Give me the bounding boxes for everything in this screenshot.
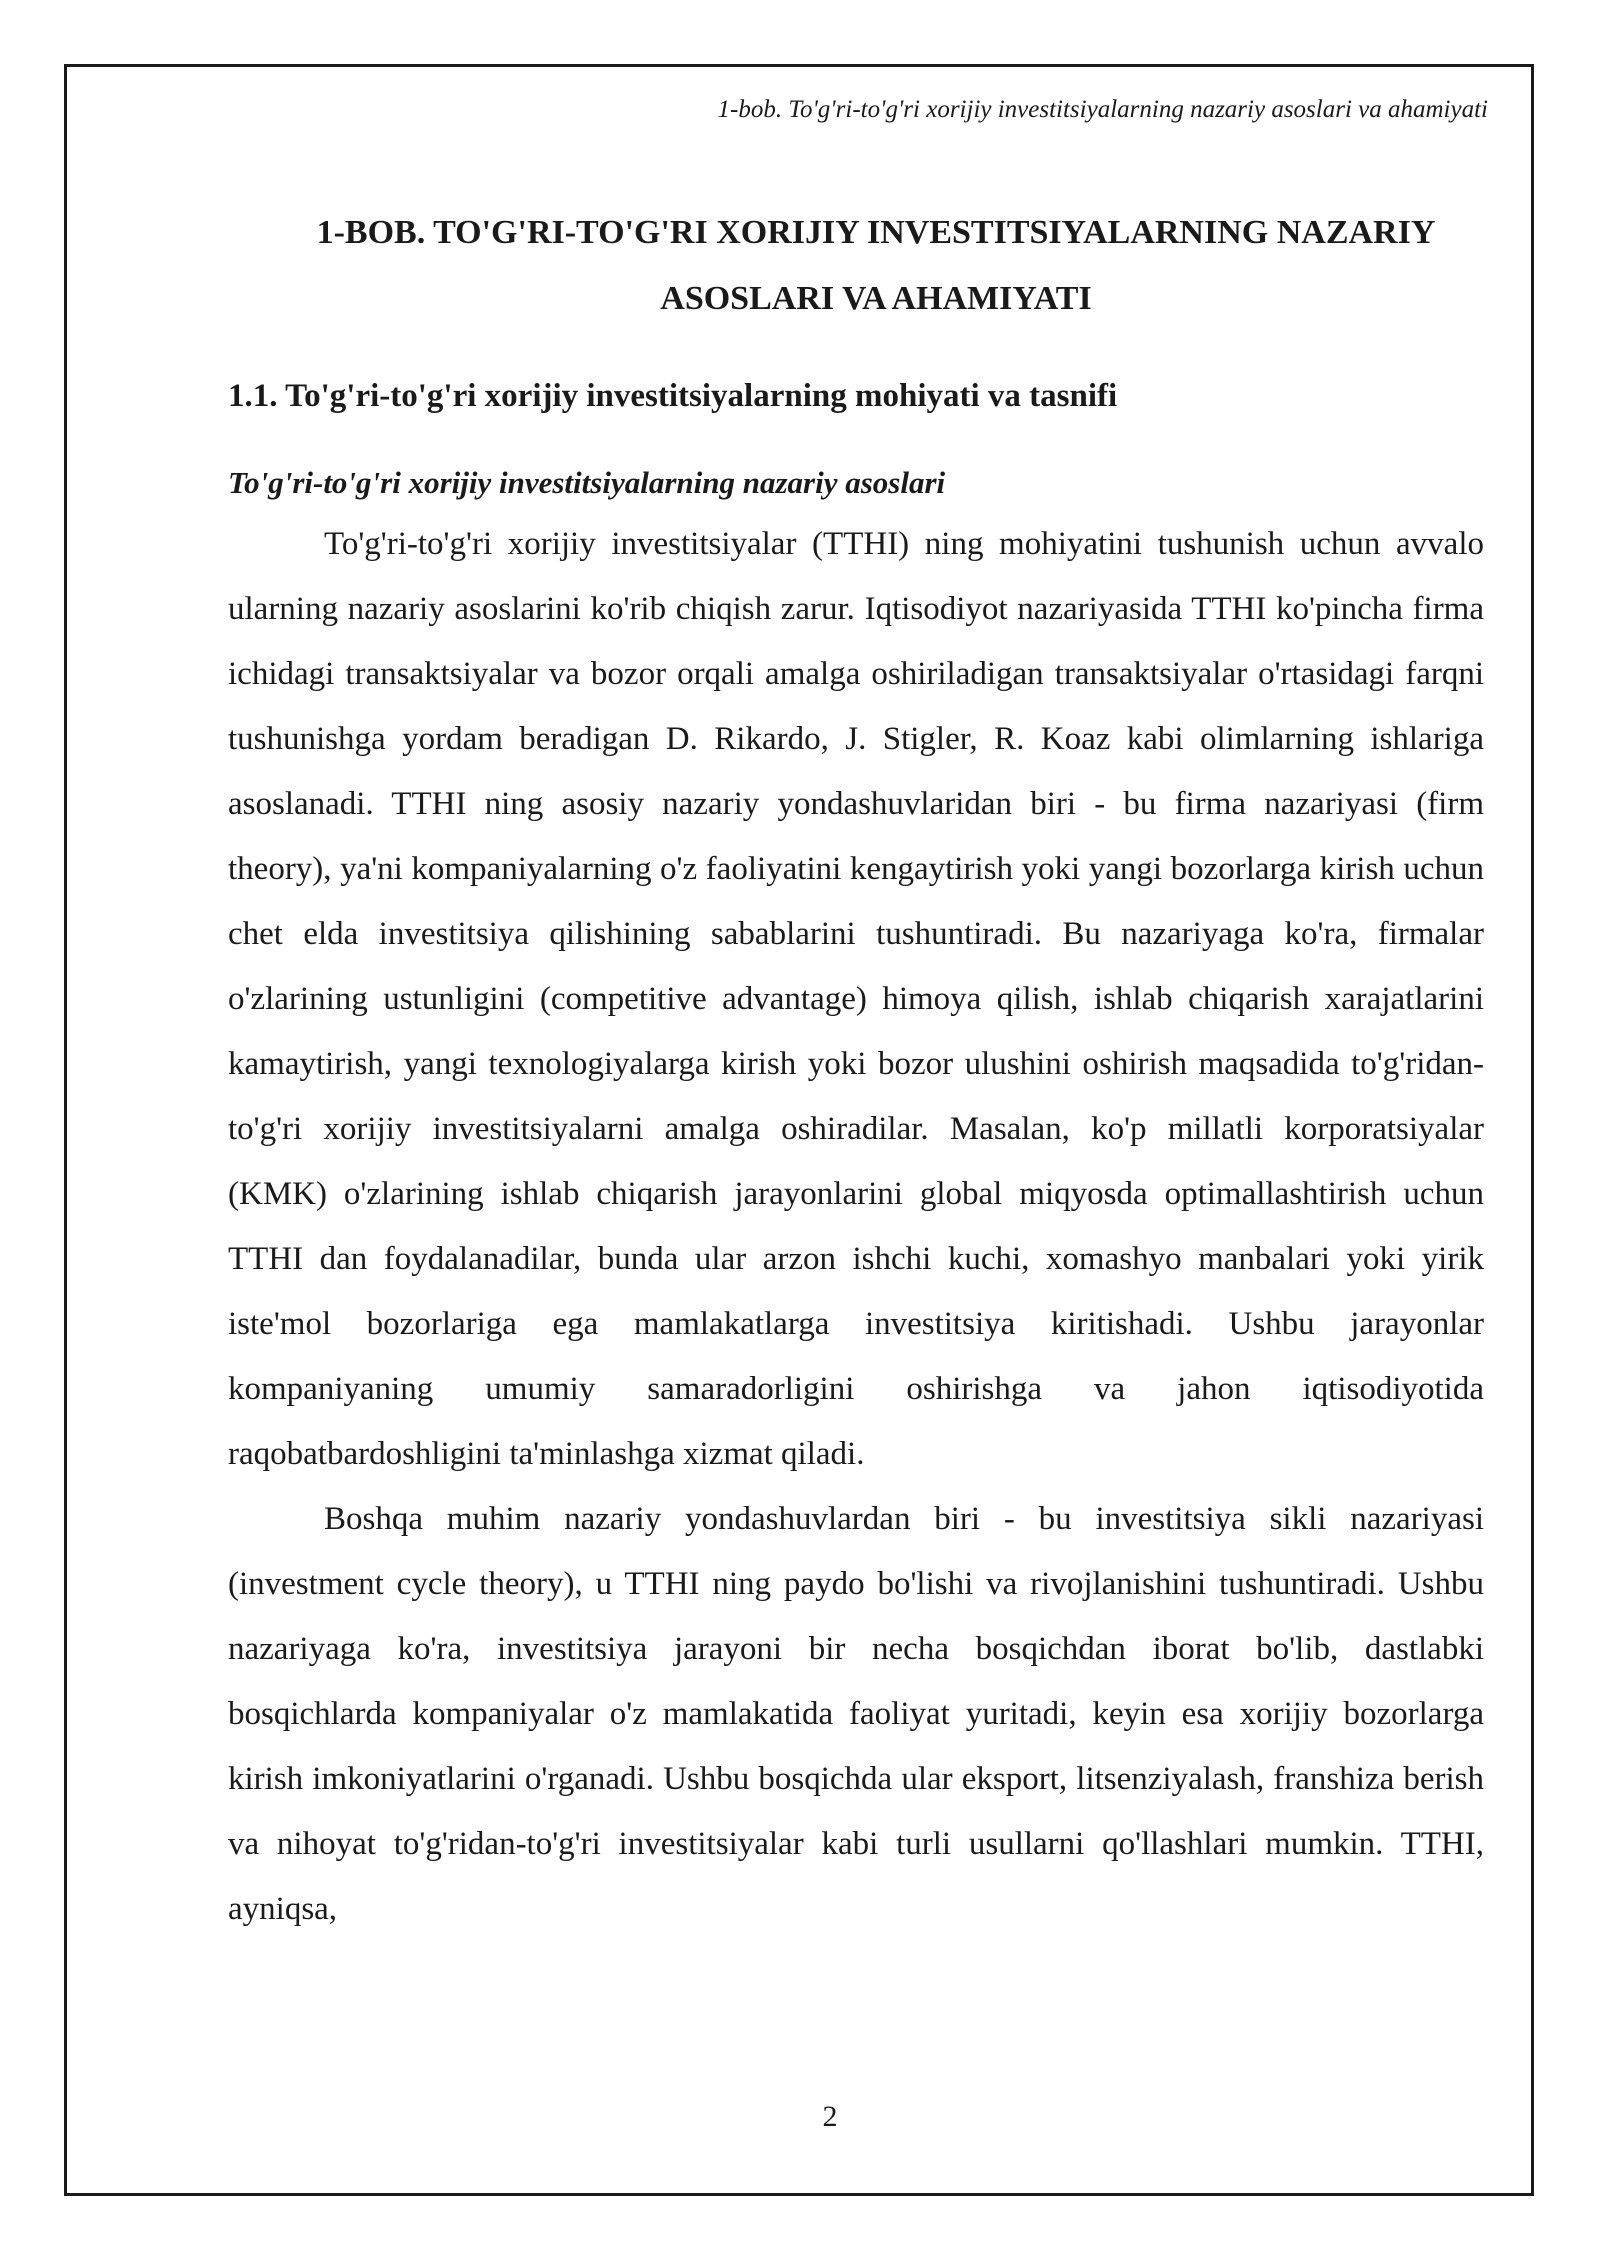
running-header: 1-bob. To'g'ri-to'g'ri xorijiy investitsiyalarning nazariy asoslari va ahamiyati bbox=[717, 96, 1488, 123]
document-body bbox=[228, 200, 1484, 1942]
body-paragraph: To'g'ri-to'g'ri xorijiy investitsiyalar (TTHI) ning mohiyatini tushunish uchun avvalo ularning nazariy asoslarini ko'rib chiqish zarur. Iqtisodiyot nazariyasida TTHI ko'pincha firma ichidagi transaktsiyalar va bozor orqali amalga oshiriladigan transaktsiyalar o'rtasidagi farqni tushunishga yordam beradigan D. Rikardo, J. Stigler, R. Koaz kabi olimlarning ishlariga asoslanadi. TTHI ning asosiy nazariy yondashuvlaridan biri - bu firma nazariyasi (firm theory), ya'ni kompaniyalarning o'z faoliyatini kengaytirish yoki yangi bozorlarga kirish uchun chet elda investitsiya qilishining sabablarini tushuntiradi. Bu nazariyaga ko'ra, firmalar o'zlarining ustunligini (competitive advantage) himoya qilish, ishlab chiqarish xarajatlarini kamaytirish, yangi texnologiyalarga kirish yoki bozor ulushini oshirish maqsadida to'g'ridan-to'g'ri xorijiy investitsiyalarni amalga oshiradilar. Masalan, ko'p millatli korporatsiyalar (KMK) o'zlarining ishlab chiqarish jarayonlarini global miqyosda optimallashtirish uchun TTHI dan foydalanadilar, bunda ular arzon ishchi kuchi, xomashyo manbalari yoki yirik iste'mol bozorlariga ega mamlakatlarga investitsiya kiritishadi. Ushbu jarayonlar kompaniyaning umumiy samaradorligini oshirishga va jahon iqtisodiyotida raqobatbardoshligini ta'minlashga xizmat qiladi. bbox=[228, 526, 1484, 1472]
page-number: 2 bbox=[822, 2100, 838, 2133]
subsection-title: To'g'ri-to'g'ri xorijiy investitsiyalarning nazariy asoslari bbox=[228, 465, 946, 500]
body-paragraph: Boshqa muhim nazariy yondashuvlardan biri - bu investitsiya sikli nazariyasi (investment cycle theory), u TTHI ning paydo bo'lishi va rivojlanishini tushuntiradi. Ushbu nazariyaga ko'ra, investitsiya jarayoni bir necha bosqichdan iborat bo'lib, dastlabki bosqichlarda kompaniyalar o'z mamlakatida faoliyat yuritadi, keyin esa xorijiy bozorlarga kirish imkoniyatlarini o'rganadi. Ushbu bosqichda ular eksport, litsenziyalash, franshiza berish va nihoyat to'g'ridan-to'g'ri investitsiyalar kabi turli usullarni qo'llashlari mumkin. TTHI, ayniqsa, bbox=[228, 1501, 1484, 1927]
section-title: 1.1. To'g'ri-to'g'ri xorijiy investitsiyalarning mohiyati va tasnifi bbox=[228, 378, 1118, 414]
chapter-title: 1-BOB. TO'G'RI-TO'G'RI XORIJIY INVESTITSIYALARNING NAZARIY ASOSLARI VA AHAMIYATI bbox=[316, 214, 1436, 317]
